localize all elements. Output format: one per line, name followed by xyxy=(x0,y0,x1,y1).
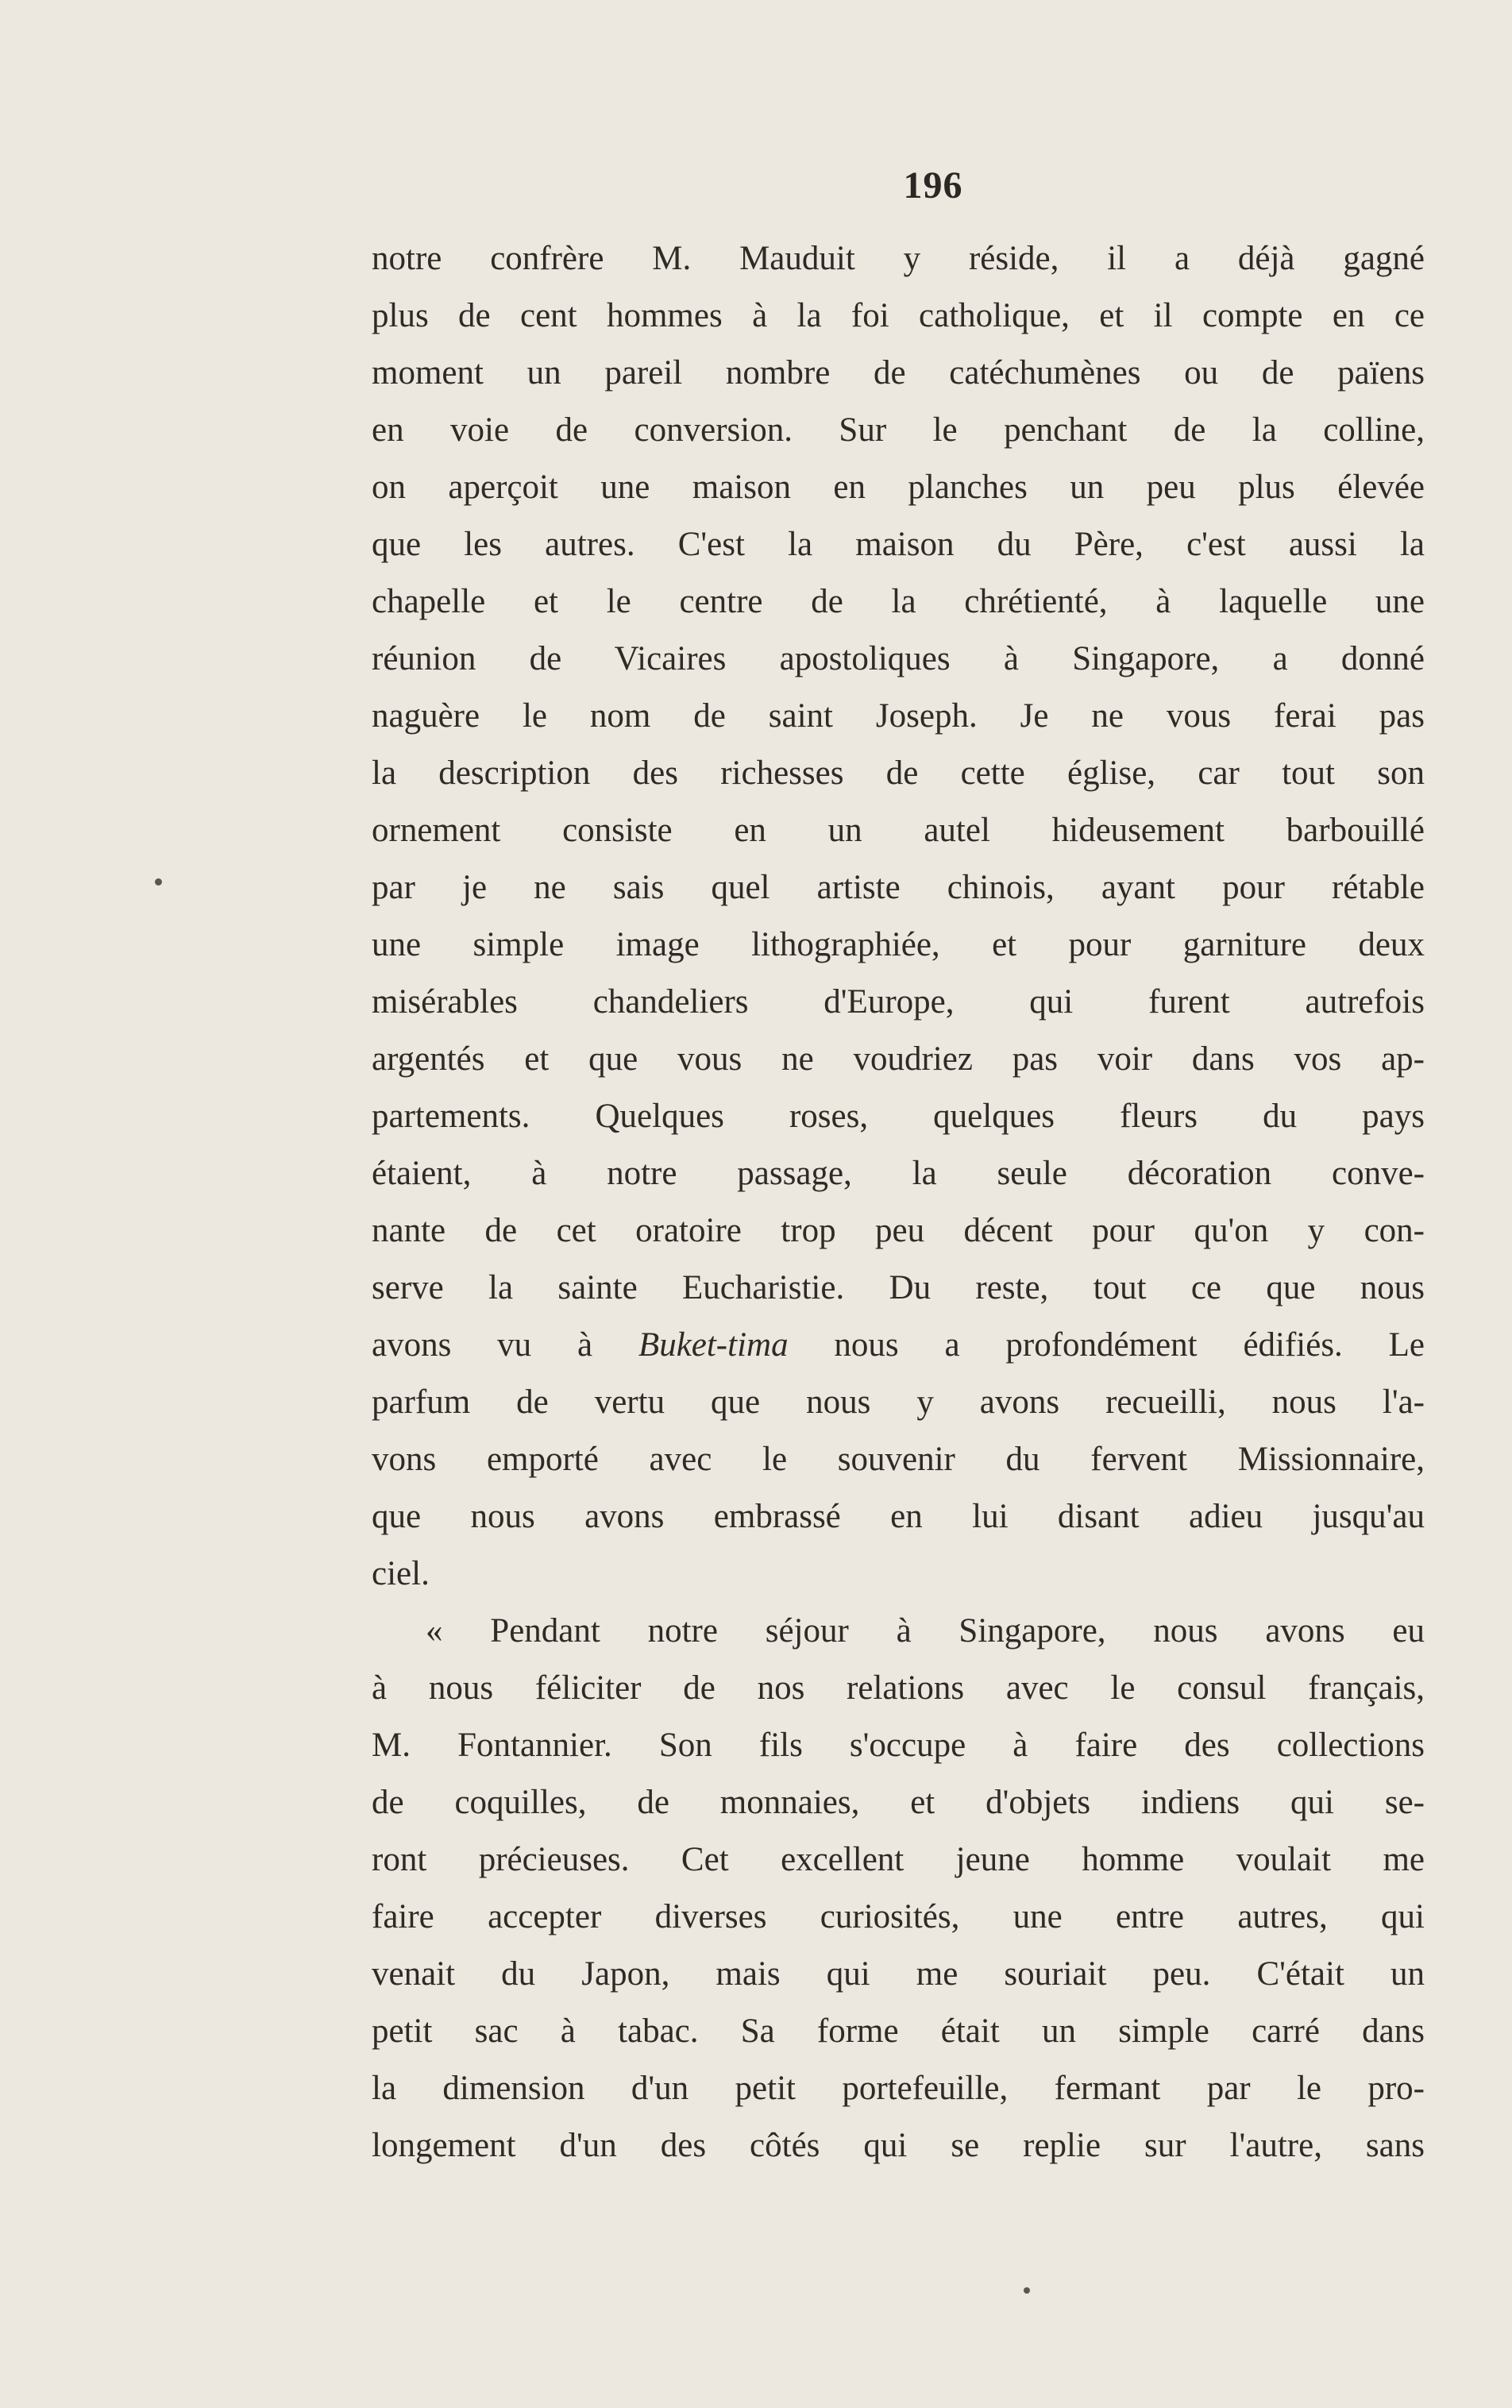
paper-speck xyxy=(1024,2287,1030,2294)
text-line: nante de cet oratoire trop peu décent pour qu'on y con- xyxy=(372,1212,1425,1249)
text-line-paragraph-start: « Pendant notre séjour à Singapore, nous avons eu xyxy=(426,1612,1425,1650)
text-line: venait du Japon, mais qui me souriait peu. C'était un xyxy=(372,1955,1425,1993)
text-line: argentés et que vous ne voudriez pas voir dans vos ap- xyxy=(372,1040,1425,1078)
text-line: naguère le nom de saint Joseph. Je ne vous ferai pas xyxy=(372,697,1425,735)
text-line: réunion de Vicaires apostoliques à Singapore, a donné xyxy=(372,640,1425,677)
text-line-paragraph-end: ciel. xyxy=(372,1555,430,1592)
text-line: serve la sainte Eucharistie. Du reste, tout ce que nous xyxy=(372,1269,1425,1306)
text-line-with-italic xyxy=(372,1317,1425,1374)
text-line: chapelle et le centre de la chrétienté, à laquelle une xyxy=(372,583,1425,620)
text-line: moment un pareil nombre de catéchumènes ou de païens xyxy=(372,354,1425,392)
text-line: M. Fontannier. Son fils s'occupe à faire des collections xyxy=(372,1727,1425,1764)
text-line: plus de cent hommes à la foi catholique, et il compte en ce xyxy=(372,297,1425,334)
text-line: longement d'un des côtés qui se replie sur l'autre, sans xyxy=(372,2127,1425,2164)
text-line: vons emporté avec le souvenir du fervent Missionnaire, xyxy=(372,1441,1425,1478)
text-line: parfum de vertu que nous y avons recueilli, nous l'a- xyxy=(372,1383,1425,1421)
text-line: notre confrère M. Mauduit y réside, il a déjà gagné xyxy=(372,240,1425,277)
text-line: que les autres. C'est la maison du Père, c'est aussi la xyxy=(372,526,1425,563)
text-line: faire accepter diverses curiosités, une entre autres, qui xyxy=(372,1898,1425,1935)
paper-speck xyxy=(155,878,162,886)
text-line: en voie de conversion. Sur le penchant de la colline, xyxy=(372,411,1425,449)
text-line: ornement consiste en un autel hideusement barbouillé xyxy=(372,812,1425,849)
text-line: ront précieuses. Cet excellent jeune homme voulait me xyxy=(372,1841,1425,1878)
text-line: misérables chandeliers d'Europe, qui furent autrefois xyxy=(372,983,1425,1021)
text-line: étaient, à notre passage, la seule décoration conve- xyxy=(372,1155,1425,1192)
text-line: la dimension d'un petit portefeuille, fermant par le pro- xyxy=(372,2070,1425,2107)
text-line: une simple image lithographiée, et pour garniture deux xyxy=(372,926,1425,963)
text-line: petit sac à tabac. Sa forme était un simple carré dans xyxy=(372,2012,1425,2050)
text-line: partements. Quelques roses, quelques fleurs du pays xyxy=(372,1098,1425,1135)
text-line: à nous féliciter de nos relations avec le consul français, xyxy=(372,1669,1425,1707)
text-line: la description des richesses de cette église, car tout son xyxy=(372,754,1425,792)
text-line: que nous avons embrassé en lui disant adieu jusqu'au xyxy=(372,1498,1425,1535)
text-line: par je ne sais quel artiste chinois, ayant pour rétable xyxy=(372,869,1425,906)
text-line: de coquilles, de monnaies, et d'objets indiens qui se- xyxy=(372,1784,1425,1821)
text-segment: nous a profondément édifiés. Le xyxy=(788,1326,1425,1364)
page-number: 196 xyxy=(903,164,963,206)
text-line: on aperçoit une maison en planches un peu plus élevée xyxy=(372,469,1425,506)
text-segment: avons vu à xyxy=(372,1326,638,1364)
place-name-italic: Buket-tima xyxy=(638,1326,789,1364)
